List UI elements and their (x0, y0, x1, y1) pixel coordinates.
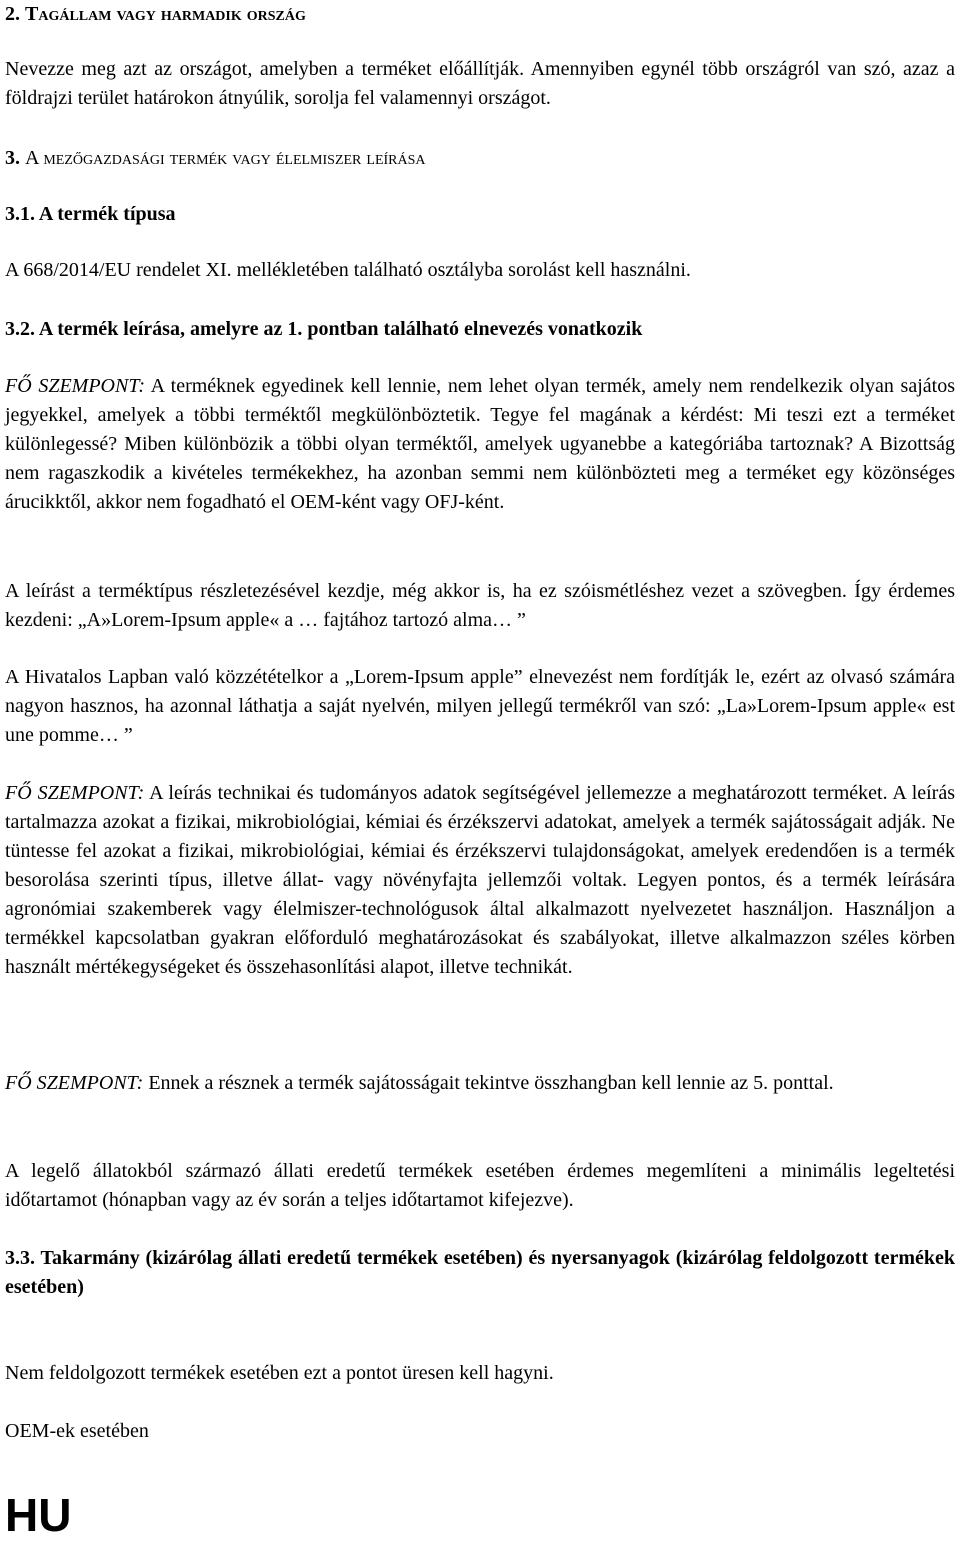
section-3-1-body: A 668/2014/EU rendelet XI. mellékletében található osztályba sorolást kell használni. (5, 259, 691, 281)
paragraph-text: A leírás technikai és tudományos adatok segítségével jellemezze a meghatározott terméket. A leírás tartalmazza azokat a fizikai, mikrobiológiai, kémiai és érzékszervi adatokat, amelyek a termék sajátosságait adják. Ne tüntesse fel azokat a fizikai, mikrobiológiai, kémiai és érzékszervi tulajdonságokat, amelyek eredendően is a termék besorolása szerinti típus, illetve állat- vagy növényfajta jellemzői voltak. Legyen pontos, és a termék leírására agronómiai szakemberek vagy élelmiszer-technológusok által alkalmazott nyelvezetet használjon. Használjon a termékkel kapcsolatban gyakran előforduló meghatározásokat és szabályokat, illetve alkalmazzon széles körben használt mértékegységeket és összehasonlítási alapot, illetve technikát. (5, 782, 955, 978)
key-point-label: FŐ SZEMPONT: (5, 375, 146, 397)
section-2-body: Nevezze meg azt az országot, amelyben a terméket előállítják. Amennyiben egynél több országról van szó, azaz a földrajzi terület határokon átnyúlik, sorolja fel valamennyi országot. (5, 58, 955, 109)
section-3-title: A mezőgazdasági termék vagy élelmiszer leírása (25, 147, 426, 169)
section-3-1-heading: 3.1. A termék típusa (5, 203, 176, 225)
section-3-3-heading: 3.3. Takarmány (kizárólag állati eredetű termékek esetében) és nyersanyagok (kizárólag feldolgozott termékek esetében) (5, 1247, 955, 1298)
paragraph-text: Ennek a résznek a termék sajátosságait tekintve összhangban kell lennie az 5. ponttal. (143, 1072, 834, 1094)
section-3-2-paragraph-5 (5, 1069, 955, 1098)
section-3-3-paragraph-1: Nem feldolgozott termékek esetében ezt a pontot üresen kell hagyni. (5, 1362, 554, 1384)
section-2-title: Tagállam vagy harmadik ország (25, 3, 306, 25)
section-3-2-paragraph-4 (5, 779, 955, 982)
section-3-2-paragraph-2: A leírást a terméktípus részletezésével kezdje, még akkor is, ha ez szóismétléshez vezet a szövegben. Így érdemes kezdeni: „A»Lorem-Ipsum apple« a … fajtához tartozó alma… ” (5, 580, 955, 631)
section-3-heading (5, 144, 955, 173)
section-3-2-paragraph-1 (5, 372, 955, 517)
section-3-number: 3. (5, 147, 20, 169)
section-3-2-heading: 3.2. A termék leírása, amelyre az 1. pontban található elnevezés vonatkozik (5, 318, 643, 340)
section-3-2-paragraph-3: A Hivatalos Lapban való közzétételkor a „Lorem-Ipsum apple” elnevezést nem fordítják le, ezért az olvasó számára nagyon hasznos, ha azonnal láthatja a saját nyelvén, milyen jellegű termékről van szó: „La»Lorem-Ipsum apple« est une pomme… ” (5, 666, 955, 746)
section-2-heading (5, 0, 955, 29)
paragraph-text: A terméknek egyedinek kell lennie, nem lehet olyan termék, amely nem rendelkezik olyan sajátos jegyekkel, amelyek a többi terméktől megkülönböztetik. Tegye fel magának a kérdést: Mi teszi ezt a terméket különlegessé? Miben különbözik a többi olyan terméktől, amelyek ugyanebbe a kategóriába tartoznak? A Bizottság nem ragaszkodik a kivételes termékekhez, ha azonban semmi nem különbözteti meg a terméket egy közönséges árucikktől, akkor nem fogadható el OEM-ként vagy OFJ-ként. (5, 375, 955, 513)
section-2-number: 2. (5, 3, 20, 25)
key-point-label: FŐ SZEMPONT: (5, 1072, 144, 1094)
section-3-2-paragraph-6: A legelő állatokból származó állati eredetű termékek esetében érdemes megemlíteni a minimális legeltetési időtartamot (hónapban vagy az év során a teljes időtartamot kifejezve). (5, 1160, 955, 1211)
key-point-label: FŐ SZEMPONT: (5, 782, 145, 804)
language-code-footer: HU (5, 1489, 72, 1541)
section-3-3-paragraph-2: OEM-ek esetében (5, 1420, 149, 1442)
